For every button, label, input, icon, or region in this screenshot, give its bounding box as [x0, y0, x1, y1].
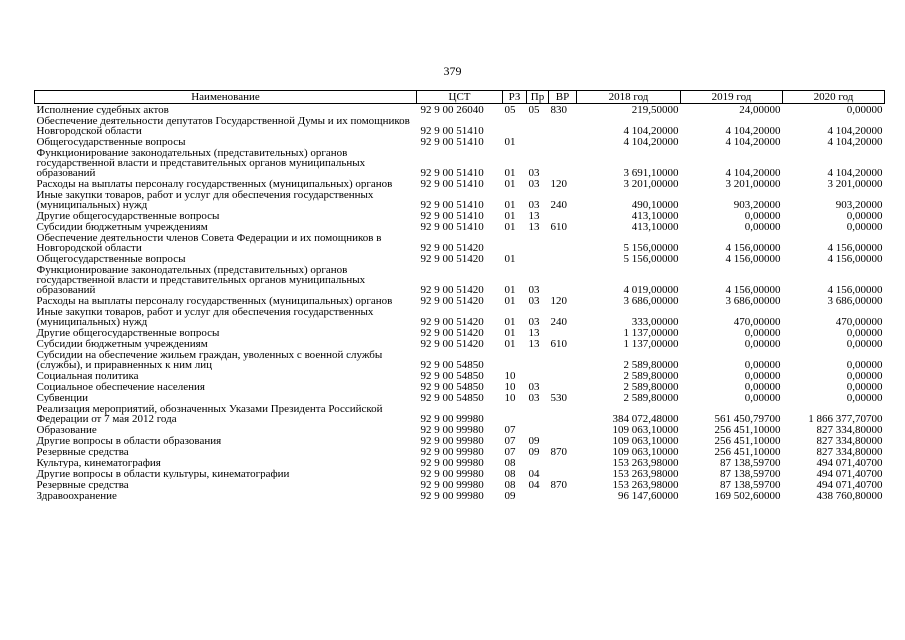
row-rz: 07 — [504, 424, 516, 435]
row-cst: 92 9 00 51420 — [420, 327, 484, 338]
row-rz: 05 — [504, 104, 516, 115]
row-name: Реализация мероприятий, обозначенных Указами Президента Российской Федерации от 7 мая 2012 года — [36, 403, 383, 424]
row-2018: 5 156,00000 — [623, 253, 679, 264]
header-rz: РЗ — [503, 91, 527, 104]
row-rz: 01 — [504, 167, 516, 178]
row-2018: 1 137,00000 — [623, 338, 679, 349]
row-pr: 09 — [528, 435, 540, 446]
row-cst: 92 9 00 54850 — [420, 359, 484, 370]
table-row — [35, 210, 885, 221]
row-2019: 0,00000 — [744, 381, 781, 392]
row-2018: 153 263,98000 — [612, 479, 679, 490]
row-name: Иные закупки товаров, работ и услуг для обеспечения государственных (муниципальных) нужд — [36, 189, 374, 210]
table-row — [35, 104, 885, 116]
table-row — [35, 327, 885, 338]
row-2020: 827 334,80000 — [816, 446, 883, 457]
row-vr: 240 — [550, 316, 567, 327]
row-2020: 0,00000 — [846, 392, 883, 403]
row-2018: 1 137,00000 — [623, 327, 679, 338]
row-2019: 0,00000 — [744, 327, 781, 338]
row-pr: 13 — [528, 210, 540, 221]
row-2018: 3 691,10000 — [623, 167, 679, 178]
table-row — [35, 490, 885, 501]
row-vr: 610 — [550, 338, 567, 349]
row-vr — [549, 115, 577, 136]
row-2020: 494 071,40700 — [816, 468, 883, 479]
row-cst: 92 9 00 51410 — [420, 178, 484, 189]
row-2020: 903,20000 — [835, 199, 883, 210]
row-2019: 561 450,79700 — [714, 413, 781, 424]
row-name: Расходы на выплаты персоналу государственных (муниципальных) органов — [36, 295, 393, 306]
row-2019: 256 451,10000 — [714, 435, 781, 446]
row-pr — [527, 232, 549, 253]
row-2019: 0,00000 — [744, 210, 781, 221]
row-rz: 07 — [504, 435, 516, 446]
row-2020: 470,00000 — [835, 316, 883, 327]
row-rz: 10 — [504, 381, 516, 392]
row-vr: 830 — [550, 104, 567, 115]
row-rz: 01 — [504, 178, 516, 189]
row-2018: 96 147,60000 — [618, 490, 679, 501]
row-2019: 87 138,59700 — [720, 457, 781, 468]
row-vr — [549, 468, 577, 479]
row-name: Иные закупки товаров, работ и услуг для обеспечения государственных (муниципальных) нужд — [36, 306, 374, 327]
row-2018: 384 072,48000 — [612, 413, 679, 424]
header-name: Наименование — [35, 91, 417, 104]
row-pr — [527, 490, 549, 501]
row-2018: 109 063,10000 — [612, 435, 679, 446]
row-cst: 92 9 00 51410 — [420, 221, 484, 232]
row-cst: 92 9 00 26040 — [420, 104, 484, 115]
row-2019: 256 451,10000 — [714, 446, 781, 457]
header-2020: 2020 год — [783, 91, 885, 104]
row-2018: 490,10000 — [631, 199, 679, 210]
row-pr — [527, 349, 549, 370]
row-2018: 4 104,20000 — [623, 125, 679, 136]
row-2018: 153 263,98000 — [612, 468, 679, 479]
row-2019: 4 156,00000 — [725, 242, 781, 253]
row-2020: 0,00000 — [846, 370, 883, 381]
row-vr — [549, 264, 577, 295]
row-cst: 92 9 00 51410 — [420, 167, 484, 178]
row-2019: 903,20000 — [733, 199, 781, 210]
row-vr — [549, 381, 577, 392]
row-2019: 169 502,60000 — [714, 490, 781, 501]
budget-table — [34, 90, 885, 501]
table-row — [35, 392, 885, 403]
table-row — [35, 136, 885, 147]
page-number: 379 — [443, 64, 462, 78]
row-rz: 09 — [504, 490, 516, 501]
row-2020: 494 071,40700 — [816, 457, 883, 468]
row-pr — [527, 424, 549, 435]
table-body — [35, 104, 885, 502]
row-pr: 09 — [528, 446, 540, 457]
row-rz: 01 — [504, 199, 516, 210]
row-vr — [549, 253, 577, 264]
table-row — [35, 446, 885, 457]
row-2018: 413,10000 — [631, 221, 679, 232]
table-row — [35, 232, 885, 253]
row-2020: 0,00000 — [846, 381, 883, 392]
row-vr — [549, 435, 577, 446]
row-rz: 01 — [504, 253, 516, 264]
row-pr: 03 — [528, 381, 540, 392]
row-cst: 92 9 00 51410 — [420, 199, 484, 210]
row-vr: 610 — [550, 221, 567, 232]
row-pr: 03 — [528, 392, 540, 403]
row-2020: 494 071,40700 — [816, 479, 883, 490]
row-2018: 333,00000 — [631, 316, 679, 327]
row-2019: 4 104,20000 — [725, 125, 781, 136]
header-2019: 2019 год — [681, 91, 783, 104]
row-rz: 08 — [504, 468, 516, 479]
row-name: Функционирование законодательных (представительных) органов государственной власти и представительных органов муниципальных образований — [36, 147, 366, 178]
row-cst: 92 9 00 54850 — [420, 370, 484, 381]
row-vr: 870 — [550, 446, 567, 457]
row-rz: 10 — [504, 370, 516, 381]
row-cst: 92 9 00 51410 — [420, 136, 484, 147]
table-row — [35, 435, 885, 446]
row-cst: 92 9 00 51420 — [420, 316, 484, 327]
row-name: Резервные средства — [36, 479, 129, 490]
row-pr: 04 — [528, 479, 540, 490]
row-2020: 4 156,00000 — [827, 253, 883, 264]
row-pr — [527, 136, 549, 147]
table-row — [35, 147, 885, 178]
row-2020: 0,00000 — [846, 104, 883, 115]
row-cst: 92 9 00 99980 — [420, 457, 484, 468]
row-name: Другие общегосударственные вопросы — [36, 210, 220, 221]
row-rz — [503, 349, 527, 370]
row-2020: 0,00000 — [846, 221, 883, 232]
row-name: Общегосударственные вопросы — [36, 136, 186, 147]
table-row — [35, 115, 885, 136]
table-row — [35, 381, 885, 392]
row-2019: 3 201,00000 — [725, 178, 781, 189]
row-rz: 10 — [504, 392, 516, 403]
row-pr: 03 — [528, 295, 540, 306]
row-2020: 827 334,80000 — [816, 435, 883, 446]
row-cst: 92 9 00 99980 — [420, 435, 484, 446]
table-row — [35, 264, 885, 295]
row-2018: 153 263,98000 — [612, 457, 679, 468]
row-2019: 87 138,59700 — [720, 479, 781, 490]
row-2018: 5 156,00000 — [623, 242, 679, 253]
row-2019: 4 156,00000 — [725, 253, 781, 264]
row-2018: 413,10000 — [631, 210, 679, 221]
row-pr — [527, 253, 549, 264]
row-2018: 2 589,80000 — [623, 381, 679, 392]
row-name: Резервные средства — [36, 446, 129, 457]
row-2019: 4 156,00000 — [725, 284, 781, 295]
row-name: Субсидии бюджетным учреждениям — [36, 221, 208, 232]
row-cst: 92 9 00 51410 — [420, 210, 484, 221]
row-2020: 0,00000 — [846, 327, 883, 338]
row-2019: 470,00000 — [733, 316, 781, 327]
row-2019: 3 686,00000 — [725, 295, 781, 306]
row-name: Обеспечение деятельности членов Совета Федерации и их помощников в Новгородской области — [36, 232, 382, 253]
row-pr — [527, 370, 549, 381]
row-name: Общегосударственные вопросы — [36, 253, 186, 264]
row-rz: 08 — [504, 457, 516, 468]
row-2018: 4 104,20000 — [623, 136, 679, 147]
row-2020: 3 201,00000 — [827, 178, 883, 189]
row-name: Другие вопросы в области образования — [36, 435, 222, 446]
table-row — [35, 253, 885, 264]
row-2020: 0,00000 — [846, 338, 883, 349]
row-rz: 01 — [504, 316, 516, 327]
table-row — [35, 457, 885, 468]
row-2019: 0,00000 — [744, 370, 781, 381]
row-2018: 109 063,10000 — [612, 446, 679, 457]
row-pr — [527, 403, 549, 424]
row-rz: 01 — [504, 338, 516, 349]
row-rz — [503, 403, 527, 424]
row-2019: 4 104,20000 — [725, 136, 781, 147]
row-name: Субвенции — [36, 392, 89, 403]
table-row — [35, 370, 885, 381]
row-2020: 4 104,20000 — [827, 136, 883, 147]
row-2020: 0,00000 — [846, 210, 883, 221]
row-vr — [549, 210, 577, 221]
table-row — [35, 468, 885, 479]
row-2020: 0,00000 — [846, 359, 883, 370]
row-rz: 01 — [504, 210, 516, 221]
row-2018: 2 589,80000 — [623, 359, 679, 370]
header-2018: 2018 год — [577, 91, 681, 104]
row-cst: 92 9 00 51420 — [420, 253, 484, 264]
row-2018: 2 589,80000 — [623, 370, 679, 381]
row-rz: 01 — [504, 295, 516, 306]
row-rz: 01 — [504, 136, 516, 147]
row-pr — [527, 115, 549, 136]
row-pr: 03 — [528, 178, 540, 189]
row-cst: 92 9 00 51410 — [420, 125, 484, 136]
row-cst: 92 9 00 99980 — [420, 424, 484, 435]
row-rz: 01 — [504, 284, 516, 295]
row-name: Другие общегосударственные вопросы — [36, 327, 220, 338]
row-cst: 92 9 00 54850 — [420, 392, 484, 403]
row-2020: 4 104,20000 — [827, 167, 883, 178]
table-row — [35, 338, 885, 349]
row-2018: 4 019,00000 — [623, 284, 679, 295]
row-2018: 3 201,00000 — [623, 178, 679, 189]
table-row — [35, 295, 885, 306]
row-cst: 92 9 00 51420 — [420, 338, 484, 349]
table-row — [35, 178, 885, 189]
row-vr: 530 — [550, 392, 567, 403]
row-vr: 240 — [550, 199, 567, 210]
row-vr — [549, 424, 577, 435]
row-2020: 827 334,80000 — [816, 424, 883, 435]
row-2020: 3 686,00000 — [827, 295, 883, 306]
row-cst: 92 9 00 99980 — [420, 446, 484, 457]
row-2019: 256 451,10000 — [714, 424, 781, 435]
row-rz — [503, 115, 527, 136]
table-row — [35, 189, 885, 210]
row-2019: 24,00000 — [739, 104, 781, 115]
row-2020: 1 866 377,70700 — [808, 413, 883, 424]
row-2019: 0,00000 — [744, 392, 781, 403]
row-vr — [549, 490, 577, 501]
row-name: Обеспечение деятельности депутатов Государственной Думы и их помощников Новгородской области — [36, 115, 410, 136]
row-cst: 92 9 00 54850 — [420, 381, 484, 392]
row-name: Социальная политика — [36, 370, 139, 381]
row-vr: 120 — [550, 178, 567, 189]
row-2019: 0,00000 — [744, 338, 781, 349]
row-2019: 4 104,20000 — [725, 167, 781, 178]
header-pr: Пр — [527, 91, 549, 104]
row-vr: 870 — [550, 479, 567, 490]
row-vr — [549, 136, 577, 147]
row-pr: 05 — [528, 104, 540, 115]
row-2018: 219,50000 — [631, 104, 679, 115]
row-cst: 92 9 00 99980 — [420, 479, 484, 490]
row-vr — [549, 147, 577, 178]
row-cst: 92 9 00 51420 — [420, 295, 484, 306]
row-name: Социальное обеспечение населения — [36, 381, 205, 392]
row-vr — [549, 457, 577, 468]
row-2020: 4 156,00000 — [827, 284, 883, 295]
row-pr: 13 — [528, 327, 540, 338]
row-2018: 109 063,10000 — [612, 424, 679, 435]
table-header — [35, 91, 885, 104]
row-rz: 08 — [504, 479, 516, 490]
row-name: Культура, кинематография — [36, 457, 161, 468]
row-pr: 04 — [528, 468, 540, 479]
row-cst: 92 9 00 99980 — [420, 413, 484, 424]
table-row — [35, 424, 885, 435]
row-2020: 4 104,20000 — [827, 125, 883, 136]
row-vr — [549, 349, 577, 370]
table-row — [35, 221, 885, 232]
row-vr — [549, 370, 577, 381]
row-rz: 01 — [504, 327, 516, 338]
row-name: Другие вопросы в области культуры, кинематографии — [36, 468, 290, 479]
row-name: Функционирование законодательных (представительных) органов государственной власти и представительных органов муниципальных образований — [36, 264, 366, 295]
row-pr: 13 — [528, 338, 540, 349]
row-2018: 3 686,00000 — [623, 295, 679, 306]
row-pr: 03 — [528, 316, 540, 327]
row-pr: 03 — [528, 167, 540, 178]
row-name: Исполнение судебных актов — [36, 104, 169, 115]
header-vr: ВР — [549, 91, 577, 104]
row-name: Расходы на выплаты персоналу государственных (муниципальных) органов — [36, 178, 393, 189]
row-rz: 01 — [504, 221, 516, 232]
row-2019: 0,00000 — [744, 221, 781, 232]
row-2020: 4 156,00000 — [827, 242, 883, 253]
row-cst: 92 9 00 51420 — [420, 284, 484, 295]
row-2019: 87 138,59700 — [720, 468, 781, 479]
row-name: Образование — [36, 424, 97, 435]
row-vr — [549, 327, 577, 338]
row-2018: 2 589,80000 — [623, 392, 679, 403]
table-row — [35, 306, 885, 327]
row-rz — [503, 232, 527, 253]
row-rz: 07 — [504, 446, 516, 457]
row-pr: 03 — [528, 284, 540, 295]
row-2019: 0,00000 — [744, 359, 781, 370]
row-name: Здравоохранение — [36, 490, 117, 501]
table-row — [35, 479, 885, 490]
row-pr — [527, 457, 549, 468]
row-name: Субсидии на обеспечение жильем граждан, уволенных с военной службы (службы), и приравненных к ним лиц — [36, 349, 383, 370]
row-pr: 03 — [528, 199, 540, 210]
row-vr: 120 — [550, 295, 567, 306]
row-cst: 92 9 00 99980 — [420, 468, 484, 479]
table-row — [35, 349, 885, 370]
row-vr — [549, 403, 577, 424]
row-cst: 92 9 00 99980 — [420, 490, 484, 501]
row-pr: 13 — [528, 221, 540, 232]
table-row — [35, 403, 885, 424]
row-2020: 438 760,80000 — [816, 490, 883, 501]
row-cst: 92 9 00 51420 — [420, 242, 484, 253]
row-name: Субсидии бюджетным учреждениям — [36, 338, 208, 349]
header-cst: ЦСТ — [417, 91, 503, 104]
row-vr — [549, 232, 577, 253]
